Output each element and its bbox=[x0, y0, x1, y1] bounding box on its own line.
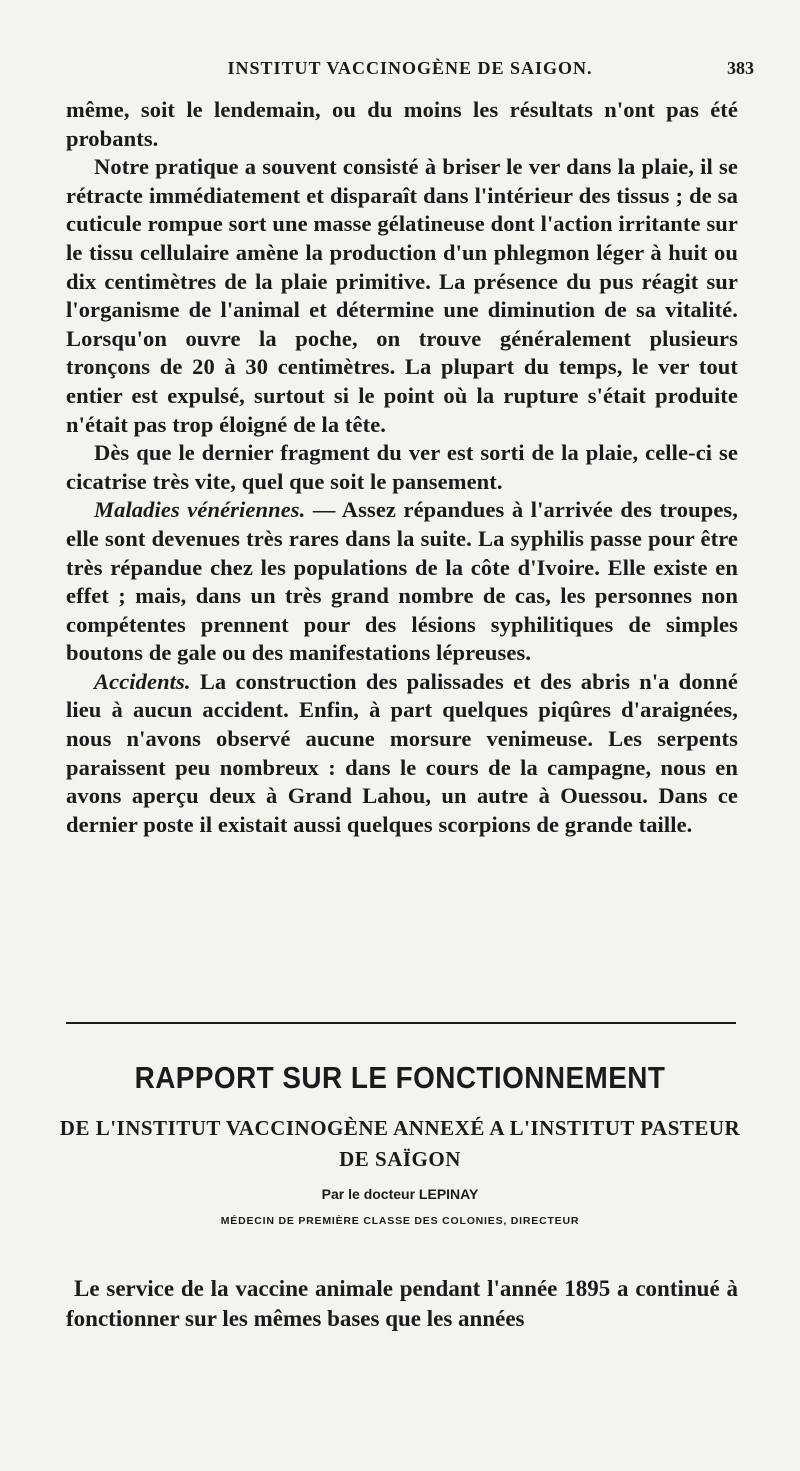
running-header bbox=[66, 58, 754, 86]
paragraph-4-text: — Assez répandues à l'arrivée des troupes, elle sont devenues très rares dans la suite. La syphilis passe pour être très répandue chez les populations de la côte d'Ivoire. Elle existe en effet ; mais, dans un très grand nombre de cas, les personnes non compétentes prennent pour des lésions syphilitiques de simples boutons de gale ou des manifestations lépreuses. bbox=[66, 497, 738, 666]
paragraph-5 bbox=[66, 668, 738, 840]
running-title: INSTITUT VACCINOGÈNE DE SAIGON. bbox=[227, 58, 593, 78]
paragraph-2: Notre pratique a souvent consisté à briser le ver dans la plaie, il se rétracte immédiatement et disparaît dans l'intérieur des tissus ; de sa cuticule rompue sort une masse gélatineuse dont l'action irritante sur le tissu cellulaire amène la production d'un phlegmon léger à huit ou dix centimètres de la plaie primitive. La présence du pus réagit sur l'organisme de l'animal et détermine une diminution de sa vitalité. Lorsqu'on ouvre la poche, on trouve généralement plusieurs tronçons de 20 à 30 centimètres. La plupart du temps, le ver tout entier est expulsé, surtout si le point où la rupture s'était produite n'était pas trop éloigné de la tête. bbox=[66, 154, 738, 437]
report-subtitle bbox=[40, 1113, 760, 1175]
body-text bbox=[66, 96, 738, 839]
report-subtitle-line-1: DE L'INSTITUT VACCINOGÈNE ANNEXÉ A L'INSTITUT PASTEUR bbox=[59, 1116, 741, 1140]
paragraph-1: même, soit le lendemain, ou du moins les résultats n'ont pas été probants. bbox=[66, 97, 738, 151]
paragraph-3: Dès que le dernier fragment du ver est sorti de la plaie, celle-ci se cicatrise très vite, quel que soit le pansement. bbox=[66, 440, 738, 494]
author-byline: Par le docteur LEPINAY bbox=[321, 1186, 479, 1202]
paragraph-5-text: La construction des palissades et des abris n'a donné lieu à aucun accident. Enfin, à part quelques piqûres d'araignées, nous n'avons observé aucune morsure venimeuse. Les serpents paraissent peu nombreux : dans le cours de la campagne, nous en avons aperçu deux à Grand Lahou, un autre à Ouessou. Dans ce dernier poste il existait aussi quelques scorpions de grande taille. bbox=[66, 668, 738, 837]
section-divider bbox=[66, 1022, 736, 1024]
section-heading-venereal: Maladies vénériennes. bbox=[94, 497, 306, 523]
report-opening bbox=[66, 1274, 738, 1334]
section-heading-accidents: Accidents. bbox=[94, 668, 191, 694]
report-opening-paragraph: Le service de la vaccine animale pendant l'année 1895 a continué à fonctionner sur les mêmes bases que les années bbox=[66, 1276, 738, 1331]
page-number: 383 bbox=[727, 58, 754, 78]
report-title: RAPPORT SUR LE FONCTIONNEMENT bbox=[134, 1060, 666, 1095]
author-title: MÉDECIN DE PREMIÈRE CLASSE DES COLONIES, DIRECTEUR bbox=[220, 1215, 580, 1227]
report-subtitle-line-2: DE SAÏGON bbox=[339, 1147, 461, 1171]
paragraph-4 bbox=[66, 496, 738, 668]
